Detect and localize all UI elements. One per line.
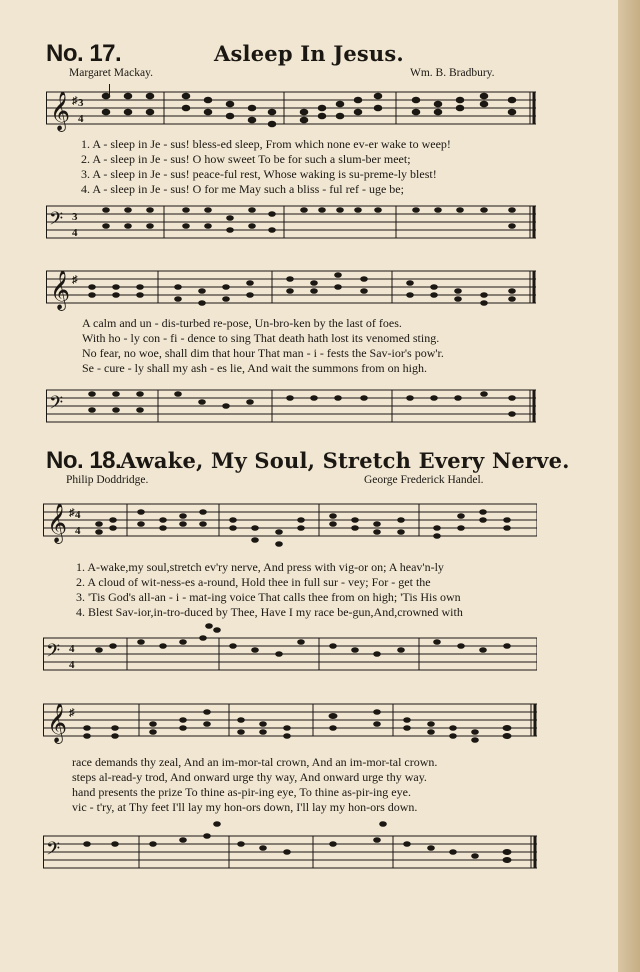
music-notation-icon	[46, 382, 536, 438]
hymn-17-verse-4-line-b: Se - cure - ly shall my ash - es lie, And wait the summons from on high.	[82, 361, 427, 375]
book-edge	[618, 0, 640, 972]
hymn-18-number: No. 18.	[46, 447, 122, 474]
svg-text:♯: ♯	[72, 274, 78, 286]
music-notation-icon	[46, 198, 536, 256]
hymn-17-treble-staff-1	[46, 84, 536, 136]
hymn-18-bass-staff-1	[43, 618, 537, 690]
hymn-17-verse-1-line: 1. A - sleep in Je - sus! bless-ed sleep, From which none ev-er wake to weep!	[81, 137, 451, 151]
music-notation-icon	[43, 692, 537, 754]
hymn-17-verse-2-line: 2. A - sleep in Je - sus! O how sweet To be for such a slum-ber meet;	[81, 152, 411, 166]
hymn-18-verses-2	[72, 755, 437, 815]
svg-text:3: 3	[72, 211, 78, 223]
hymn-17-author: Margaret Mackay.	[69, 67, 153, 79]
hymn-18-verse-1-line: 1. A-wake,my soul,stretch ev'ry nerve, And press with vig-or on; A heav'n-ly	[76, 560, 444, 574]
svg-text:3: 3	[78, 97, 84, 109]
svg-text:4: 4	[75, 525, 81, 537]
svg-text:𝄞: 𝄞	[47, 703, 68, 743]
hymn-18-treble-staff-1	[43, 492, 537, 556]
hymn-18-title: Awake, My Soul, Stretch Every Nerve.	[120, 448, 570, 473]
music-notation-icon	[46, 84, 536, 136]
hymn-18-bass-staff-2	[43, 816, 537, 888]
svg-text:4: 4	[69, 659, 75, 671]
hymn-17-title: Asleep In Jesus.	[214, 41, 404, 66]
hymn-17-verse-1-line-b: A calm and un - dis-turbed re-pose, Un-bro-ken by the last of foes.	[82, 316, 402, 330]
hymn-18-verse-3-line: 3. 'Tis God's all-an - i - mat-ing voice That calls thee from on high; 'Tis His own	[76, 590, 461, 604]
music-notation-icon	[46, 263, 536, 315]
svg-text:♯: ♯	[72, 95, 78, 107]
svg-text:𝄞: 𝄞	[50, 91, 71, 131]
hymn-18-composer: George Frederick Handel.	[364, 474, 484, 486]
svg-text:4: 4	[78, 113, 84, 125]
hymn-17-verses-2	[82, 316, 444, 376]
svg-text:𝄢: 𝄢	[49, 393, 64, 418]
hymn-18-verse-1-line-b: race demands thy zeal, And an im-mor-tal crown, And an im-mor-tal crown.	[72, 755, 438, 769]
hymn-17-verse-2-line-b: With ho - ly con - fi - dence to sing That death hath lost its venomed sting.	[82, 331, 440, 345]
music-notation-icon	[43, 492, 537, 556]
svg-text:4: 4	[75, 509, 81, 521]
hymn-17-verse-3-line-b: No fear, no woe, shall dim that hour That man - i - fests the Sav-ior's pow'r.	[82, 346, 444, 360]
svg-text:♯: ♯	[69, 507, 75, 519]
svg-text:𝄞: 𝄞	[47, 503, 68, 543]
hymn-18-treble-staff-2	[43, 692, 537, 754]
hymn-18-verse-4-line-b: vic - t'ry, at Thy feet I'll lay my hon-ors down, I'll lay my hon-ors down.	[72, 800, 418, 814]
hymn-17-bass-staff-2	[46, 382, 536, 438]
svg-text:4: 4	[69, 643, 75, 655]
svg-text:𝄞: 𝄞	[50, 270, 71, 310]
music-notation-icon	[43, 618, 537, 690]
hymn-18-author: Philip Doddridge.	[66, 474, 149, 486]
hymn-18-verse-2-line-b: steps al-read-y trod, And onward urge thy way, And onward urge thy way.	[72, 770, 427, 784]
hymn-18-verses-1	[76, 560, 463, 620]
music-notation-icon	[43, 816, 537, 888]
hymn-18-verse-2-line: 2. A cloud of wit-ness-es a-round, Hold thee in full sur - vey; For - get the	[76, 575, 431, 589]
svg-text:𝄢: 𝄢	[46, 641, 61, 666]
hymn-17-number: No. 17.	[46, 40, 122, 67]
hymn-17-composer: Wm. B. Bradbury.	[410, 67, 495, 79]
svg-text:4: 4	[72, 227, 78, 239]
hymn-17-verse-3-line: 3. A - sleep in Je - sus! peace-ful rest, Whose waking is su-preme-ly blest!	[81, 167, 437, 181]
hymn-18-verse-3-line-b: hand presents the prize To thine as-pir-ing eye, To thine as-pir-ing eye.	[72, 785, 411, 799]
hymn-17-bass-staff-1	[46, 198, 536, 256]
hymn-17-treble-staff-2	[46, 263, 536, 315]
hymn-18-verse-4-line: 4. Blest Sav-ior,in-tro-duced by Thee, Have I my race be-gun,And,crowned with	[76, 605, 463, 619]
svg-text:𝄢: 𝄢	[49, 209, 64, 234]
hymn-17-verse-4-line: 4. A - sleep in Je - sus! O for me May such a bliss - ful ref - uge be;	[81, 182, 404, 196]
svg-text:♯: ♯	[69, 707, 75, 719]
svg-text:𝄢: 𝄢	[46, 839, 61, 864]
hymn-17-verses-1	[81, 137, 451, 197]
